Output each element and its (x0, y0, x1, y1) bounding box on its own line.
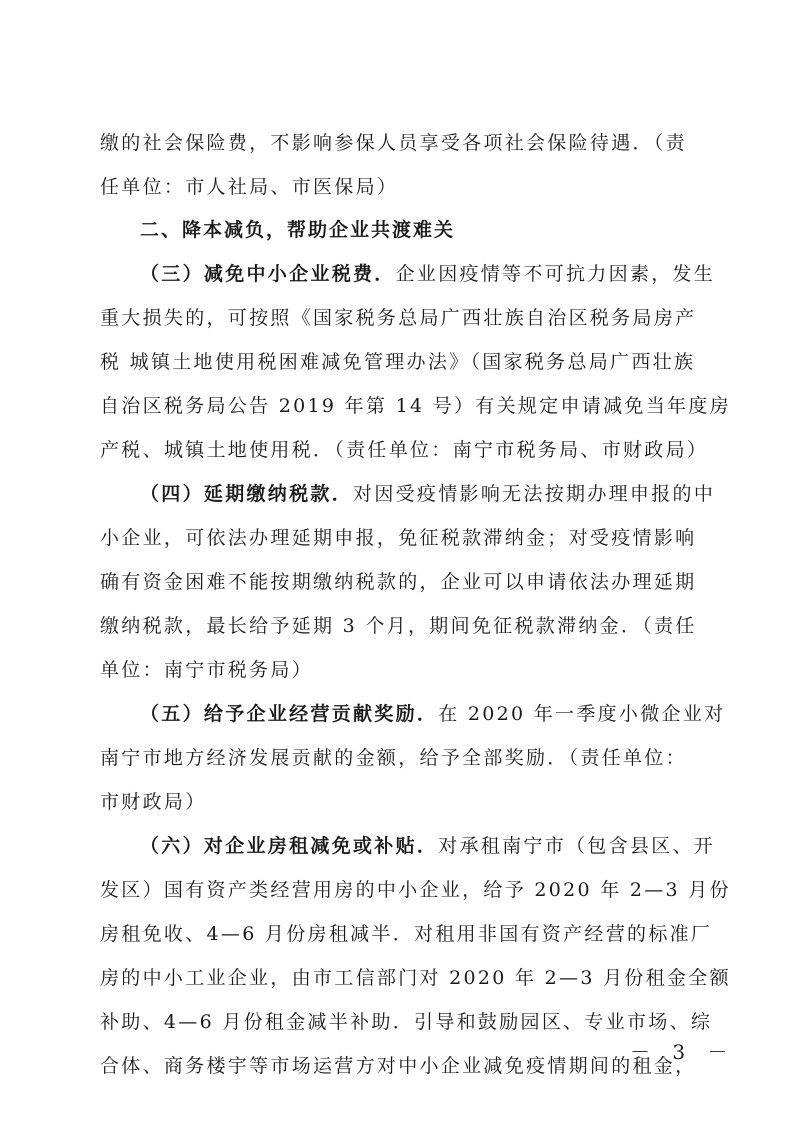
section-heading: 二、降本减负，帮助企业共渡难关 (140, 219, 456, 241)
item-title: （三）减免中小企业税费． (140, 263, 396, 285)
body-text-line: 南宁市地方经济发展贡献的金额，给予全部奖励．（责任单位： (100, 747, 687, 769)
body-text-line: 房的中小工业企业，由市工信部门对 2020 年 2—3 月份租金全额 (100, 967, 731, 989)
body-text-line: 房租免收、4—6 月份房租减半．对租用非国有资产经营的标准厂 (100, 923, 713, 945)
item-title: （六）对企业房租减免或补贴． (140, 835, 439, 857)
body-text: 对因受疫情影响无法按期办理申报的中 (353, 483, 716, 505)
body-text-line: 发区）国有资产类经营用房的中小企业，给予 2020 年 2—3 月份 (100, 879, 731, 901)
body-text-line: 补助、4—6 月份租金减半补助．引导和鼓励园区、专业市场、综 (100, 1011, 713, 1033)
body-text-line: 重大损失的，可按照《国家税务总局广西壮族自治区税务局房产 (100, 307, 697, 329)
body-text-line: 小企业，可依法办理延期申报，免征税款滞纳金；对受疫情影响 (100, 527, 697, 549)
body-text-line: 确有资金困难不能按期缴纳税款的，企业可以申请依法办理延期 (100, 571, 697, 593)
body-text-line: 税 城镇土地使用税困难减免管理办法》（国家税务总局广西壮族 (100, 351, 696, 373)
paragraph-first-line (140, 702, 730, 726)
page-number: － 3 － (630, 1040, 736, 1064)
body-text: 对承租南宁市（包含县区、开 (438, 835, 716, 857)
body-text: 在 2020 年一季度小微企业对 (438, 703, 726, 725)
paragraph-first-line (140, 834, 730, 858)
body-text-line: 单位：南宁市税务局） (100, 659, 314, 681)
body-text-line: 缴的社会保险费，不影响参保人员享受各项社会保险待遇．（责 (100, 132, 687, 154)
body-text-line: 任单位：市人社局、市医保局） (100, 176, 399, 198)
body-text-line: 自治区税务局公告 2019 年第 14 号）有关规定申请减免当年度房 (100, 395, 731, 417)
item-title: （五）给予企业经营贡献奖励． (140, 703, 439, 725)
body-text-line: 缴纳税款，最长给予延期 3 个月，期间免征税款滞纳金．（责任 (100, 615, 697, 637)
body-text-line: 市财政局） (100, 791, 207, 813)
body-text-line: 合体、商务楼宇等市场运营方对中小企业减免疫情期间的租金， (100, 1055, 697, 1077)
paragraph-first-line (140, 482, 730, 506)
item-title: （四）延期缴纳税款． (140, 483, 354, 505)
body-text-line: 产税、城镇土地使用税．（责任单位：南宁市税务局、市财政局） (100, 439, 709, 461)
body-text: 企业因疫情等不可抗力因素，发生 (395, 263, 716, 285)
paragraph-first-line (140, 262, 730, 286)
